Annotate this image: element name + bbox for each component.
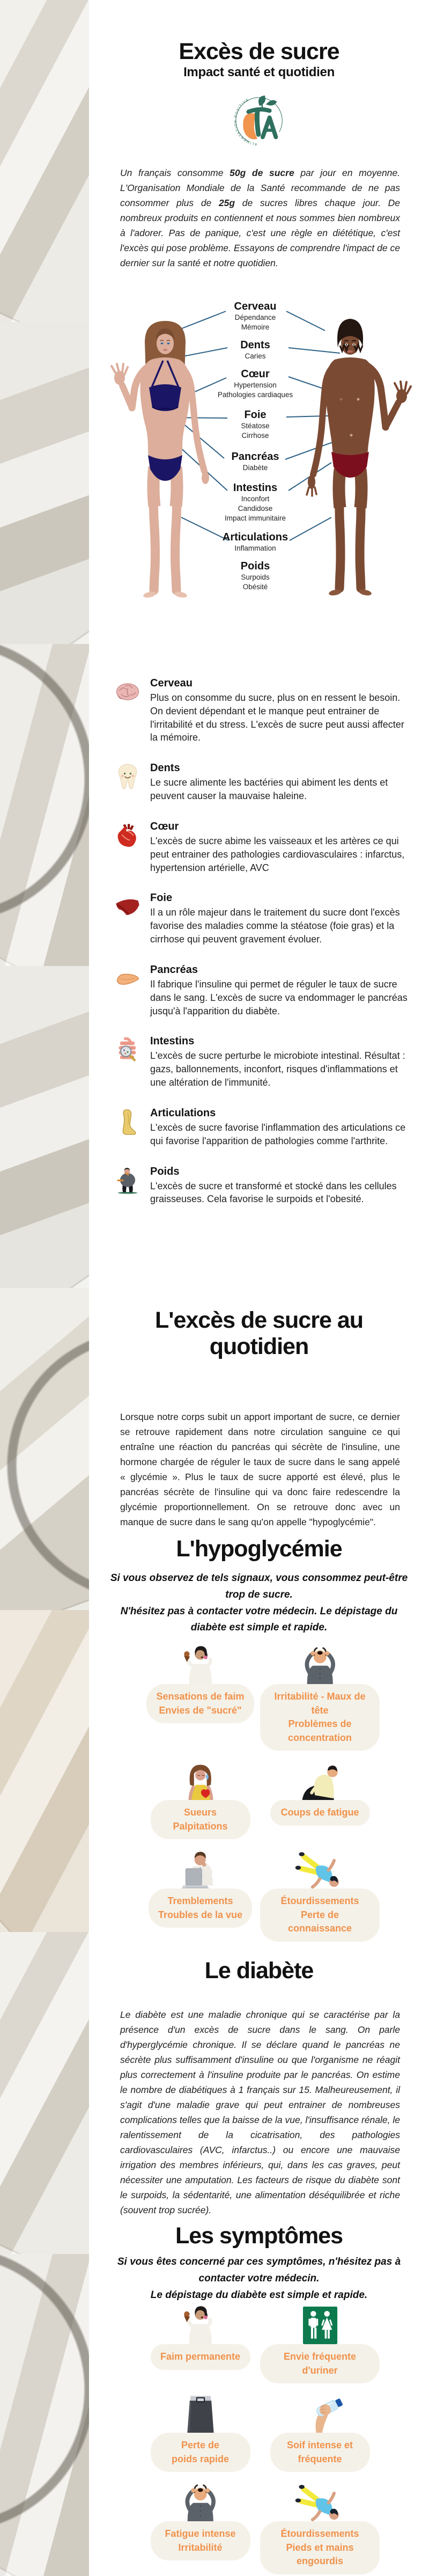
organ-item-foie: Foie Il a un rôle majeur dans le traitement du sucre dont l'excès favorise des maladies comme la stéatose (foie gras) et la cirrhose qui peuvent gravement évoluer.	[114, 892, 408, 946]
intro-paragraph: Un français consomme 50g de sucre par jour en moyenne. L'Organisation Mondiale de la Santé recommande de ne pas consommer plus de 25g de sucres libres chaque jour. De nombreux produits en contiennent et nous sommes bien nombreux à l'adorer. Pas de panique, c'est une règle en diététique, c'est l'excès qui pose problème. Essayons de comprendre l'impact de ce dernier sur la santé et notre quotidien.	[120, 167, 401, 268]
symptome-item-uriner: Envie fréquente d'uriner	[260, 2303, 380, 2383]
hypo-item-irritabilite: Irritabilité - Maux de tête Problèmes de concentration	[260, 1643, 380, 1751]
apple-logo-icon	[230, 90, 288, 148]
tired-person-icon	[292, 1759, 347, 1803]
man-laptop-icon	[172, 1848, 228, 1892]
symptome-item-fatigue: Fatigue intense Irritabilité	[140, 2480, 260, 2574]
falling-person-icon	[292, 2480, 347, 2524]
hypoglycemie-heading: L'hypoglycémie	[176, 1536, 342, 1562]
woman-sweat-icon	[176, 1759, 224, 1803]
svg-text:ALIMENTATION POSITIVE: ALIMENTATION POSITIVE	[233, 98, 257, 147]
quotidien-heading: L'excès de sucre au quotidien	[154, 1307, 363, 1359]
diagram-label-coeur: Cœur Hypertension Pathologies cardiaques	[217, 368, 293, 399]
hypo-item-etourdissements: Étourdissements Perte de connaissance	[260, 1848, 380, 1942]
organ-item-pancreas: Pancréas Il fabrique l'insuline qui permet de réguler le taux de sucre dans le sang. L'excès de sucre va endommager le pancréas jusqu'à l'apparition du diabète.	[114, 964, 408, 1018]
sugar-photo-4	[0, 966, 89, 1288]
intestines-icon	[114, 1036, 142, 1064]
sugar-photo-2	[0, 322, 89, 644]
heart-icon	[114, 822, 142, 850]
sugar-photo-8	[0, 2254, 89, 2576]
weight-scale-icon	[179, 2392, 223, 2436]
organ-item-dents: Dents Le sucre alimente les bactéries qui abiment les dents et peuvent causer la mauvaise haleine.	[114, 762, 408, 803]
diabete-heading: Le diabète	[204, 1958, 314, 1984]
diagram-label-pancreas: Pancréas Diabète	[231, 451, 279, 472]
restroom-sign-icon	[298, 2303, 342, 2347]
sugar-photo-5	[0, 1288, 89, 1610]
hypoglycemie-grid	[140, 1643, 380, 1950]
header	[89, 39, 429, 80]
sugar-photo-6	[0, 1610, 89, 1932]
organ-detail-list	[114, 677, 408, 1224]
woman-craving-icon	[176, 2303, 224, 2347]
page-subtitle: Impact santé et quotidien	[183, 65, 335, 79]
brand-logo	[89, 90, 429, 151]
hypo-item-fatigue: Coups de fatigue	[260, 1759, 380, 1839]
falling-person-icon	[292, 1848, 347, 1892]
tooth-icon	[114, 763, 142, 791]
symptome-item-poids: Perte de poids rapide	[140, 2392, 260, 2472]
organ-item-cerveau: Cerveau Plus on consomme du sucre, plus on en ressent le besoin. On devient dépendant et le manque peut entrainer de l'irritabilité et du stress. L'excès de sucre peut aussi affecter la mémoire.	[114, 677, 408, 744]
hypo-item-tremblements: Tremblements Troubles de la vue	[140, 1848, 260, 1942]
diagram-label-articulations: Articulations Inflammation	[222, 531, 289, 552]
page-title: Excès de sucre	[179, 39, 339, 64]
symptomes-grid	[140, 2303, 380, 2576]
organ-item-coeur: Cœur L'excès de sucre abime les vaisseaux et les artères ce qui peut entrainer des pathologies cardiovasculaires : infarctus, hypertension artérielle, AVC	[114, 821, 408, 874]
symptome-item-soif: Soif intense et fréquente	[260, 2392, 380, 2472]
organ-item-poids: Poids L'excès de sucre et transformé et stocké dans les cellules graisseuses. Cela favorise le surpoids et l'obesité.	[114, 1166, 408, 1206]
diagram-label-intestins: Intestins Inconfort Candidose Impact immunitaire	[224, 482, 286, 522]
sugar-photo-strip	[0, 0, 89, 2576]
brain-icon	[114, 678, 142, 706]
organ-item-intestins: Intestins L'excès de sucre perturbe le microbiote intestinal. Résultat : gazs, ballonnements, inconfort, risques d'inflammations et une altération de l'immunité.	[114, 1035, 408, 1089]
quotidien-paragraph: Lorsque notre corps subit un apport important de sucre, ce dernier se retrouve rapidement dans notre circulation sanguine ce qui entraîne une réaction du pancréas qui sécrète de l'insuline, une hormone chargée de réguler le taux de sucre dans le sang appelé « glycémie ». Plus le taux de sucre apporté est élevé, plus le pancréas sécrète de l'insuline qui va donc faire redescendre la glycémie proportionnellement. On se retrouve donc avec un manque de sucre dans le sang qu'on appelle "hypoglycémie".	[120, 1411, 400, 1527]
hypo-item-faim: Sensations de faim Envies de "sucré"	[140, 1643, 260, 1751]
diagram-label-cerveau: Cerveau Dépendance Mémoire	[234, 301, 277, 331]
diabete-paragraph: Le diabète est une maladie chronique qui se caractérise par la présence d'un excès de sucre dans le sang. On parle d'hyperglycémie chronique. Il se déclare quand le pancréas ne sécrète plus suffisamment d'insuline ou que l'organisme ne réagit plus correctement à l'insuline produite par le pancréas. On estime le nombre de diabétiques à 1 français sur 15. Malheureusement, il s'agit d'une maladie grave qui peut entrainer de nombreuses complications telles que la baisse de la vue, l'insuffisance rénale, le ralentissement de la cicatrisation, des pathologies cardiovasculaires (AVC, infarctus..) ou encore une mauvaise irrigation des membres inférieurs, qui, dans les cas graves, peut nécessiter une amputation. Les facteurs de risque du diabète sont le surpoids, la sédentarité, une alimentation déséquilibrée et riche (souvent trop sucrée).	[120, 2009, 400, 2215]
joint-icon	[114, 1108, 142, 1136]
overweight-person-icon	[114, 1167, 142, 1195]
diagram-label-poids: Poids Surpoids Obésité	[240, 560, 270, 591]
diagram-label-foie: Foie Stéatose Cirrhose	[241, 409, 270, 440]
man-headache-icon	[176, 2480, 224, 2524]
sugar-photo-1	[0, 0, 89, 322]
sugar-photo-7	[0, 1932, 89, 2254]
man-headache-icon	[296, 1643, 344, 1687]
pancreas-icon	[114, 965, 142, 993]
liver-icon	[114, 893, 142, 921]
symptome-item-faim: Faim permanente	[140, 2303, 260, 2383]
woman-craving-icon	[176, 1643, 224, 1687]
hypoglycemie-subtitle: Si vous observez de tels signaux, vous consommez peut-être trop de sucre. N'hésitez pas à contacter votre médecin. Le dépistage du diabète est simple et rapide.	[110, 1572, 408, 1634]
sugar-photo-3	[0, 644, 89, 966]
symptomes-heading: Les symptômes	[175, 2223, 343, 2249]
hypo-item-sueurs: Sueurs Palpitations	[140, 1759, 260, 1839]
organ-item-articulations: Articulations L'excès de sucre favorise l'inflammation des articulations ce qui favorise l'apparition de pathologies comme l'arthrite.	[114, 1107, 408, 1148]
body-impact-diagram	[89, 296, 429, 605]
symptomes-subtitle: Si vous êtes concerné par ces symptômes, n'hésitez pas à contacter votre médecin. Le dépistage du diabète est simple et rapide.	[117, 2256, 401, 2301]
diagram-label-dents: Dents Caries	[240, 339, 270, 360]
water-bottle-icon	[296, 2392, 344, 2436]
symptome-item-etourdissements: Étourdissements Pieds et mains engourdis	[260, 2480, 380, 2574]
